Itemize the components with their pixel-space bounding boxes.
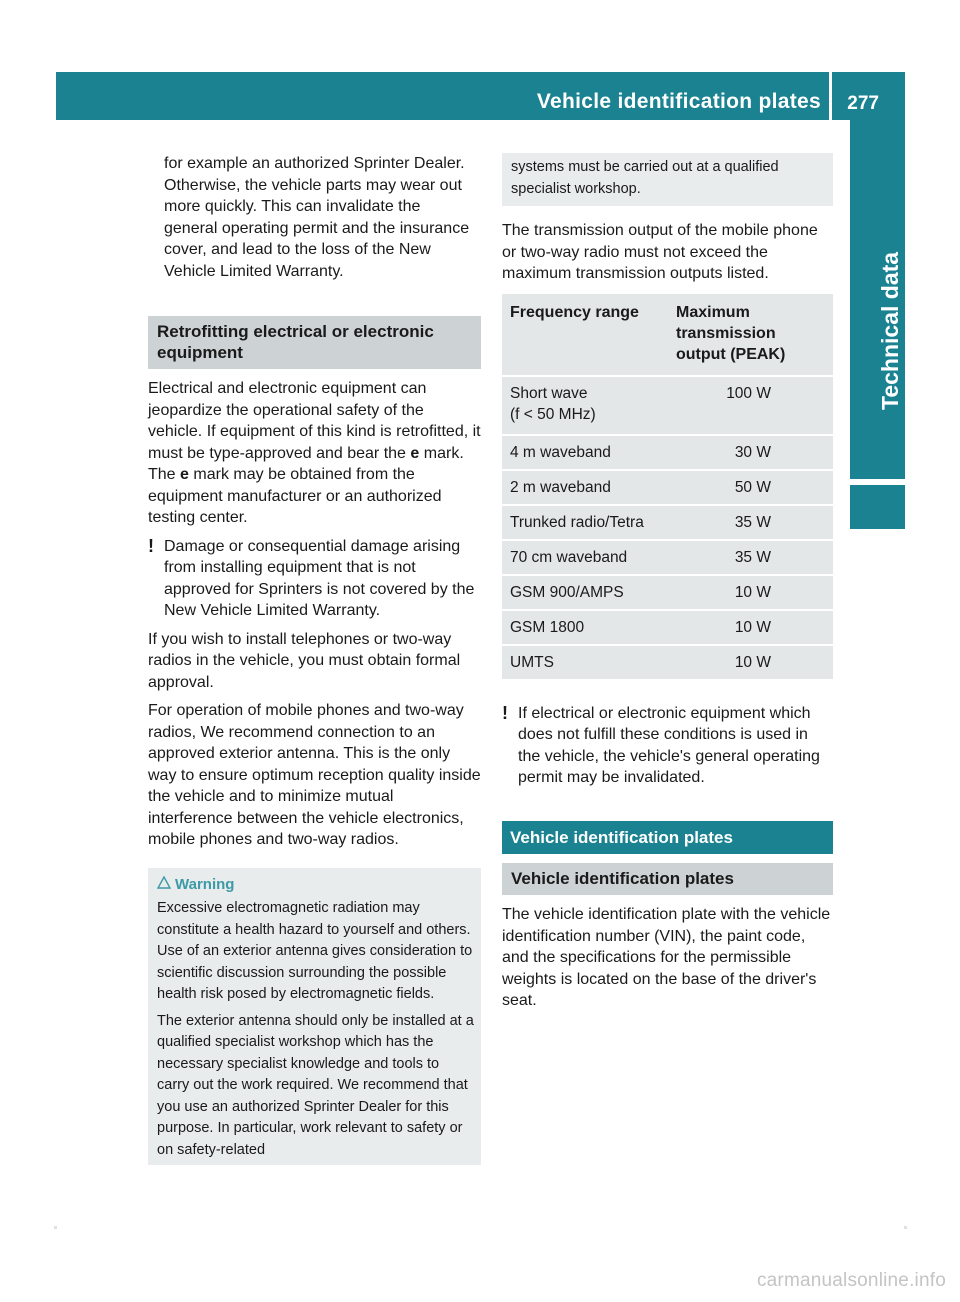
table-cell: GSM 900/AMPS <box>502 576 668 609</box>
table-cell: 10 W <box>668 576 833 609</box>
table-row <box>502 576 833 609</box>
table-row <box>502 646 833 679</box>
watermark: carmanualsonline.info <box>756 1270 946 1291</box>
table-row <box>502 541 833 574</box>
table-cell: 35 W <box>668 541 833 574</box>
frequency-table <box>502 292 833 681</box>
table-cell: 2 m waveband <box>502 471 668 504</box>
table-cell: 10 W <box>668 646 833 679</box>
table-cell: 4 m waveband <box>502 436 668 469</box>
warning-box-continued: systems must be carried out at a qualified specialist workshop. <box>502 153 833 206</box>
e-mark: e <box>410 444 420 462</box>
right-column <box>502 153 833 1019</box>
approval-paragraph: If you wish to install telephones or two-way radios in the vehicle, you must obtain formal approval. <box>148 630 461 691</box>
table-cell: 30 W <box>668 436 833 469</box>
section-heading-plates: Vehicle identification plates <box>502 863 833 895</box>
table-row <box>502 377 833 434</box>
exclamation-icon: ! <box>502 702 508 723</box>
warning-text: The exterior antenna should only be installed at a qualified specialist workshop which has the necessary specialist knowledge and tools to carry out the work required. We recommend that you use an authorized Sprinter Dealer for this purpose. In particular, work relevant to safety or on safety-related <box>157 1012 474 1158</box>
crop-mark <box>904 1226 907 1229</box>
crop-mark <box>54 1226 57 1229</box>
retrofit-paragraph: Electrical and electronic equipment can jeopardize the operational safety of the vehicle. If equipment of this kind is retrofitted, it must be type-approved and bear the e mark. The e mark may be obtained from the equipment manufacturer or an authorized testing center. <box>148 380 481 526</box>
table-cell: GSM 1800 <box>502 611 668 644</box>
intro-line: for example an authorized Sprinter Dealer. <box>164 155 465 172</box>
invalidation-notice <box>502 703 833 789</box>
left-column <box>148 153 481 1165</box>
table-cell: UMTS <box>502 646 668 679</box>
page-header <box>56 72 905 120</box>
page-number: 277 <box>847 93 879 114</box>
vin-paragraph: The vehicle identification plate with the vehicle identification number (VIN), the paint code, and the specifications for the permissible weights is located on the base of the driver's seat. <box>502 906 831 1009</box>
intro-line: Vehicle Limited Warranty. <box>164 262 344 280</box>
exclamation-icon: ! <box>148 535 154 556</box>
notice-text: If electrical or electronic equipment which does not fulfill these conditions is used in the vehicle, the vehicle's general operating permit may be invalidated. <box>518 704 820 786</box>
table-cell: 10 W <box>668 611 833 644</box>
column-header: Maximum transmission output (PEAK) <box>668 294 833 375</box>
intro-line: Otherwise, the vehicle parts may wear out <box>164 176 462 194</box>
notice-text: Damage or consequential damage arising from installing equipment that is not approved for Sprinters is not covered by the New Vehicle Limited Warranty. <box>164 537 475 619</box>
table-cell: 35 W <box>668 506 833 539</box>
warning-box <box>148 868 481 1166</box>
e-mark: e <box>180 466 189 483</box>
side-tab-label: Technical data <box>877 251 903 410</box>
intro-continued <box>148 153 481 282</box>
intro-line: general operating permit and the insurance <box>164 219 470 237</box>
table-cell: 100 W <box>668 377 833 434</box>
table-cell: Short wave (f < 50 MHz) <box>502 377 668 434</box>
table-row <box>502 436 833 469</box>
warning-triangle-icon <box>157 874 175 896</box>
transmission-paragraph: The transmission output of the mobile phone or two-way radio must not exceed the maximum transmission outputs listed. <box>502 222 818 282</box>
table-cell: 70 cm waveband <box>502 541 668 574</box>
table-header-row <box>502 294 833 375</box>
intro-line: more quickly. This can invalidate the <box>164 198 421 215</box>
table-cell: Trunked radio/Tetra <box>502 506 668 539</box>
table-row <box>502 611 833 644</box>
table-row <box>502 506 833 539</box>
chapter-heading: Vehicle identification plates <box>502 821 833 855</box>
antenna-paragraph: For operation of mobile phones and two-way radios, We recommend connection to an approved exterior antenna. This is the only way to ensure optimum reception quality inside the vehicle and to minimize mutual interference between the vehicle electronics, mobile phones and two-way radios. <box>148 702 481 848</box>
warning-text: Excessive electromagnetic radiation may constitute a health hazard to yourself and others. Use of an exterior antenna gives consideration to scientific discussion surrounding the possible health risk posed by electromagnetic fields. <box>157 900 473 1002</box>
header-title: Vehicle identification plates <box>536 90 821 113</box>
table-cell: 50 W <box>668 471 833 504</box>
header-divider <box>829 72 832 120</box>
section-heading-retrofitting: Retrofitting electrical or electronic equipment <box>148 316 481 369</box>
side-tab <box>850 120 905 479</box>
damage-notice <box>148 536 481 622</box>
intro-line: cover, and lead to the loss of the New <box>164 241 431 258</box>
table-row <box>502 471 833 504</box>
side-tab-marker <box>850 485 905 529</box>
warning-heading: Warning <box>157 874 474 896</box>
column-header: Frequency range <box>502 294 668 375</box>
